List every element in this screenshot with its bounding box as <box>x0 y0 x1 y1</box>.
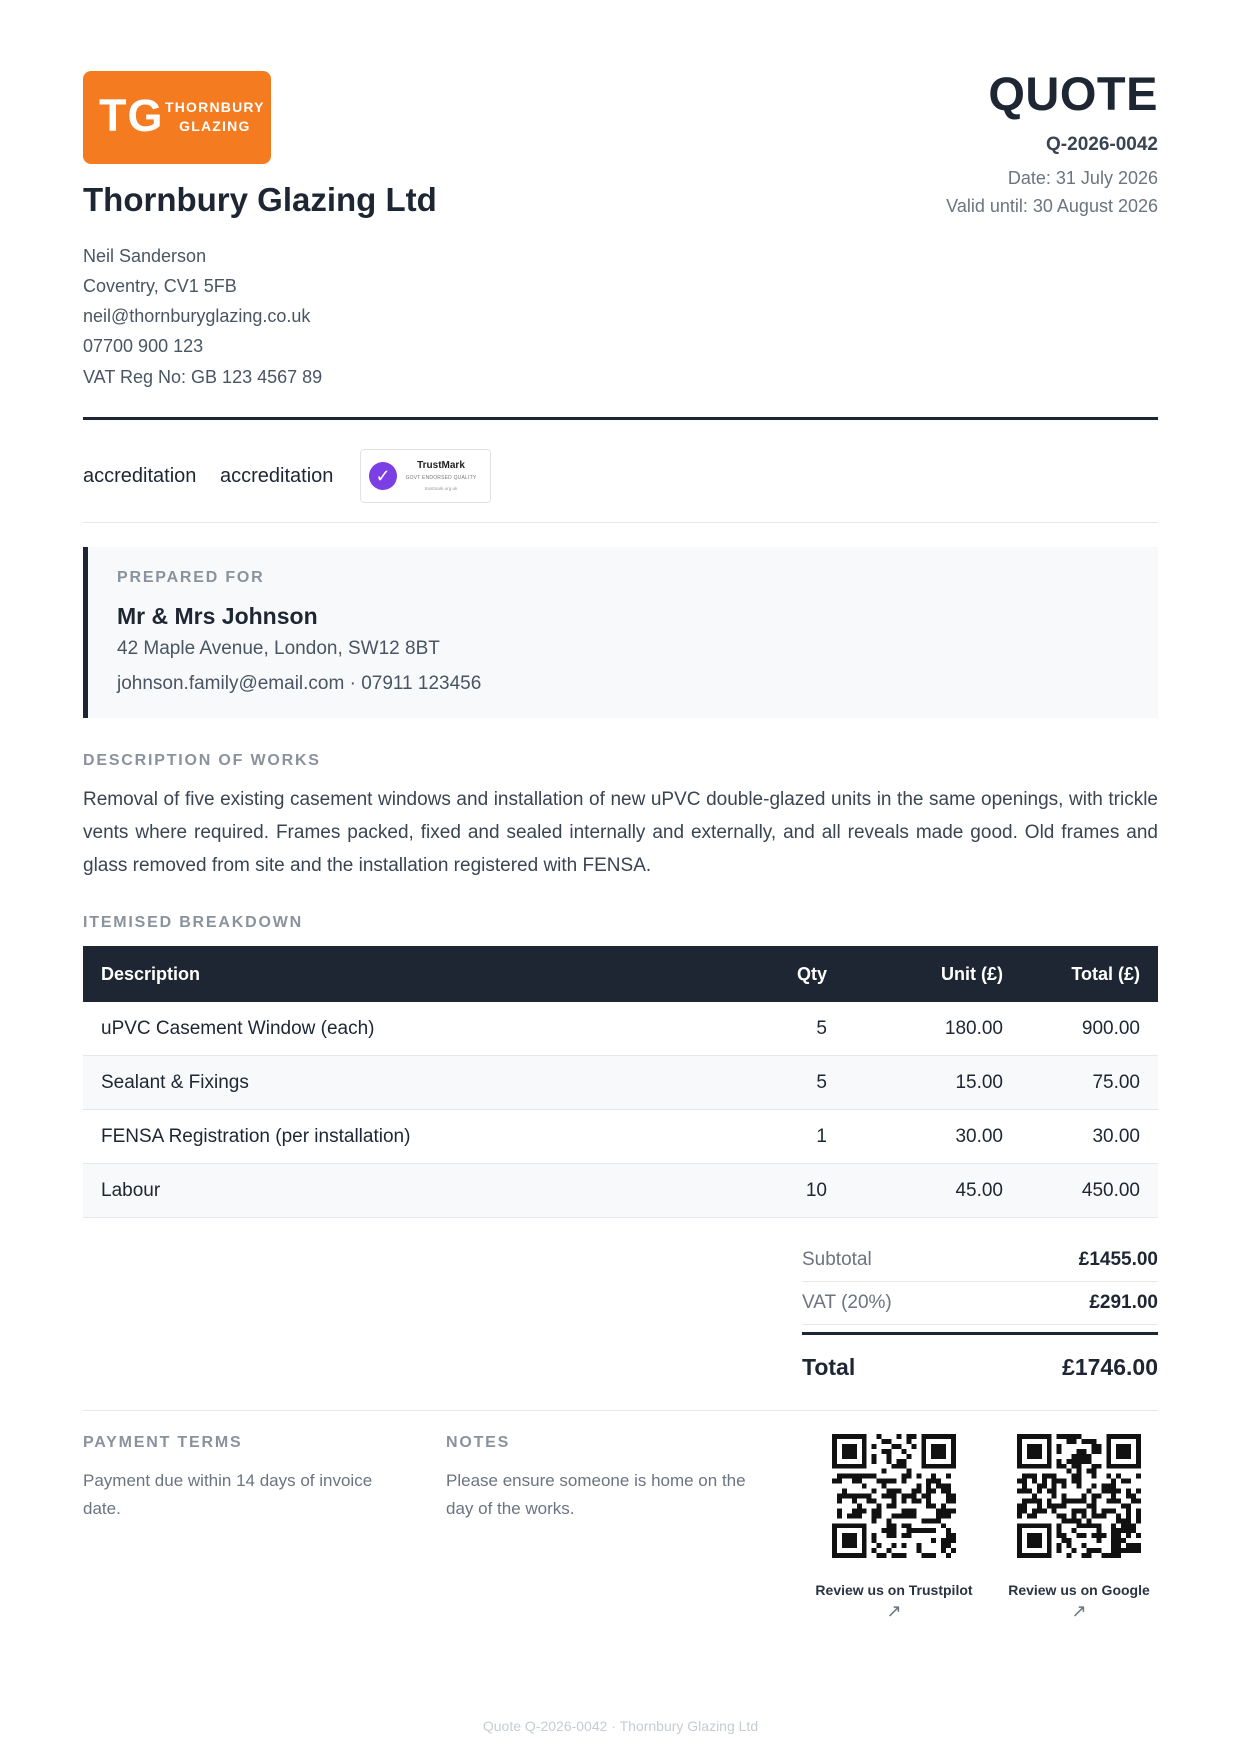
company-contact <box>83 241 310 361</box>
itemised-table <box>83 946 1158 1218</box>
accreditation-divider <box>83 522 1158 523</box>
quote-valid-until: Valid until: 30 August 2026 <box>946 196 1158 216</box>
company-name: Thornbury Glazing Ltd <box>83 181 437 218</box>
notes-text: Please ensure someone is home on the day of the works. <box>446 1471 746 1518</box>
company-phone[interactable]: 07700 900 123 <box>83 336 204 356</box>
payment-terms-text: Payment due within 14 days of invoice date. <box>83 1471 373 1518</box>
external-link-icon: ↗ <box>886 1601 902 1621</box>
client-name: Mr & Mrs Johnson <box>117 603 318 629</box>
row-qty: 10 <box>719 1164 845 1218</box>
row-unit: 180.00 <box>845 1002 1021 1056</box>
trustmark-url: trustmark.org.uk <box>424 486 458 491</box>
trustmark-badge <box>360 449 491 503</box>
quote-number: Q-2026-0042 <box>1046 134 1158 155</box>
row-description: Labour <box>83 1164 719 1218</box>
itemised-label: ITEMISED BREAKDOWN <box>83 914 303 931</box>
trustpilot-review[interactable] <box>809 1434 979 1622</box>
row-unit: 30.00 <box>845 1110 1021 1164</box>
table-row <box>83 1002 1158 1056</box>
accreditation-2: accreditation <box>220 465 334 487</box>
row-qty: 5 <box>719 1056 845 1110</box>
row-unit: 45.00 <box>845 1164 1021 1218</box>
row-unit: 15.00 <box>845 1056 1021 1110</box>
footer-divider <box>83 1410 1158 1411</box>
table-row <box>83 1164 1158 1218</box>
col-description: Description <box>83 946 719 1002</box>
header-divider <box>83 417 1158 420</box>
vat-value: £291.00 <box>1089 1292 1158 1313</box>
prepared-for-box <box>83 547 1158 718</box>
row-total: 900.00 <box>1021 1002 1158 1056</box>
col-total: Total (£) <box>1021 946 1158 1002</box>
client-address: 42 Maple Avenue, London, SW12 8BT <box>117 638 440 659</box>
trustmark-subtitle: GOVT ENDORSED QUALITY <box>405 475 477 481</box>
quote-page <box>83 0 1158 1754</box>
prepared-for-label: PREPARED FOR <box>117 569 265 586</box>
logo-line-1: THORNBURY <box>165 99 265 115</box>
company-location: Coventry, CV1 5FB <box>83 276 237 296</box>
works-label: DESCRIPTION OF WORKS <box>83 752 321 769</box>
row-total: 450.00 <box>1021 1164 1158 1218</box>
company-email[interactable]: neil@thornburyglazing.co.uk <box>83 306 311 326</box>
row-total: 75.00 <box>1021 1056 1158 1110</box>
total-divider <box>802 1332 1158 1335</box>
works-description: Removal of five existing casement windows and installation of new uPVC double-glazed units in the same openings, with trickle vents where required. Frames packed, fixed and sealed internally and externally, and all reveals made good. Old frames and glass removed from site and the installation registered with FENSA. <box>83 789 1158 876</box>
logo-brand <box>165 98 265 136</box>
quote-title: QUOTE <box>988 67 1158 120</box>
subtotal-value: £1455.00 <box>1078 1249 1158 1270</box>
logo-line-2: GLAZING <box>179 118 251 134</box>
subtotal-row <box>802 1239 1158 1282</box>
quote-date: Date: 31 July 2026 <box>1007 168 1158 188</box>
row-total: 30.00 <box>1021 1110 1158 1164</box>
table-row <box>83 1056 1158 1110</box>
col-unit: Unit (£) <box>845 946 1021 1002</box>
col-qty: Qty <box>719 946 845 1002</box>
row-qty: 1 <box>719 1110 845 1164</box>
google-review[interactable] <box>994 1434 1164 1622</box>
qr-code-icon[interactable] <box>1017 1434 1141 1558</box>
table-header-row <box>83 946 1158 1002</box>
table-row <box>83 1110 1158 1164</box>
total-label: Total <box>802 1354 856 1380</box>
vat-number: VAT Reg No: GB 123 4567 89 <box>83 367 323 387</box>
client-contact: johnson.family@email.com · 07911 123456 <box>117 673 482 694</box>
qr-code-icon[interactable] <box>832 1434 956 1558</box>
check-icon: ✓ <box>369 462 397 490</box>
page-footer: Quote Q-2026-0042 · Thornbury Glazing Ltd <box>482 1718 759 1734</box>
row-qty: 5 <box>719 1002 845 1056</box>
subtotal-label: Subtotal <box>802 1249 872 1270</box>
vat-row <box>802 1282 1158 1325</box>
row-description: FENSA Registration (per installation) <box>83 1110 719 1164</box>
payment-terms-label: PAYMENT TERMS <box>83 1434 243 1451</box>
logo-monogram: TG <box>99 90 164 141</box>
review-caption[interactable]: Review us on Google <box>1008 1582 1150 1598</box>
totals-block <box>802 1239 1158 1380</box>
vat-label: VAT (20%) <box>802 1292 892 1313</box>
row-description: uPVC Casement Window (each) <box>83 1002 719 1056</box>
company-logo <box>83 71 271 164</box>
review-caption[interactable]: Review us on Trustpilot <box>815 1582 973 1598</box>
trustmark-name: TrustMark <box>417 460 465 471</box>
row-description: Sealant & Fixings <box>83 1056 719 1110</box>
external-link-icon: ↗ <box>1071 1601 1087 1621</box>
notes-label: NOTES <box>446 1434 511 1451</box>
total-value: £1746.00 <box>1062 1354 1158 1380</box>
contact-name: Neil Sanderson <box>83 246 207 266</box>
accreditation-1: accreditation <box>83 465 197 487</box>
